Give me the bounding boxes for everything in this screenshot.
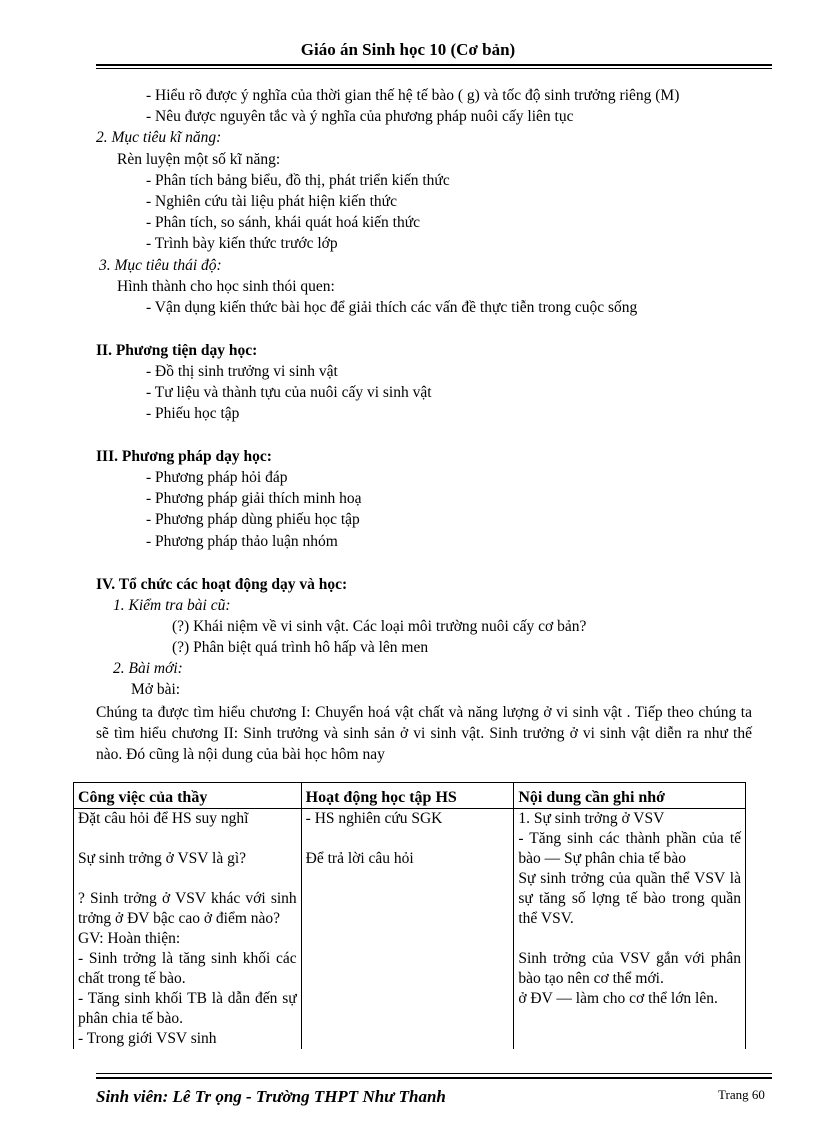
means-item: - Tư liệu và thành tựu của nuôi cấy vi sinh vật bbox=[146, 384, 432, 401]
header-rule bbox=[96, 64, 772, 66]
check-heading: 1. Kiểm tra bài cũ: bbox=[113, 597, 231, 614]
activities-heading: IV. Tổ chức các hoạt động dạy và học: bbox=[96, 576, 348, 593]
teacher-line: - Sinh trởng là tăng sinh khối các chất trong tế bào. bbox=[78, 950, 297, 987]
teacher-line: - Trong giới VSV sinh bbox=[78, 1030, 217, 1047]
content-line: - Tăng sinh các thành phần của tế bào — Sự phân chia tế bào bbox=[518, 830, 741, 867]
skills-item: - Phân tích, so sánh, khái quát hoá kiến thức bbox=[146, 214, 420, 231]
teacher-line: ? Sinh trởng ở VSV khác với sinh trởng ở ĐV bậc cao ở điểm nào? bbox=[78, 890, 297, 927]
skills-item: - Nghiên cứu tài liệu phát hiện kiến thức bbox=[146, 193, 397, 210]
check-question: (?) Phân biệt quá trình hô hấp và lên men bbox=[172, 639, 429, 656]
attitude-intro: Hình thành cho học sinh thói quen: bbox=[117, 278, 335, 295]
table-row bbox=[74, 809, 746, 1050]
methods-item: - Phương pháp dùng phiếu học tập bbox=[146, 511, 360, 528]
skills-intro: Rèn luyện một số kĩ năng: bbox=[117, 151, 281, 168]
student-line: - HS nghiên cứu SGK bbox=[305, 810, 443, 827]
table-header-row bbox=[74, 783, 746, 809]
attitude-heading: 3. Mục tiêu thái độ: bbox=[99, 257, 222, 274]
methods-heading: III. Phương pháp dạy học: bbox=[96, 448, 272, 465]
table-header-content: Nội dung cần ghi nhớ bbox=[514, 783, 746, 809]
skills-item: - Trình bày kiến thức trước lớp bbox=[146, 235, 338, 252]
lesson-table bbox=[73, 782, 746, 1049]
table-header-teacher: Công việc của thầy bbox=[74, 783, 302, 809]
opening-label: Mở bài: bbox=[131, 681, 181, 698]
content-line: Sự sinh trởng của quần thể VSV là sự tăng số lợng tế bào trong quần thể VSV. bbox=[518, 870, 741, 927]
means-item: - Phiếu học tập bbox=[146, 405, 240, 422]
student-gap bbox=[306, 829, 510, 849]
knowledge-item: - Nêu được nguyên tắc và ý nghĩa của phương pháp nuôi cấy liên tục bbox=[146, 108, 574, 125]
page-header-title: Giáo án Sinh học 10 (Cơ bản) bbox=[300, 40, 516, 59]
content-column bbox=[514, 809, 746, 1050]
means-heading: II. Phương tiện dạy học: bbox=[96, 342, 258, 359]
teacher-line: Đặt câu hỏi để HS suy nghĩ bbox=[78, 810, 249, 827]
knowledge-item: - Hiểu rõ được ý nghĩa của thời gian thế hệ tế bào ( g) và tốc độ sinh trưởng riêng (M) bbox=[146, 87, 680, 104]
teacher-column bbox=[74, 809, 302, 1050]
content-line: Sinh trởng của VSV gắn với phân bào tạo nên cơ thể mới. bbox=[518, 950, 741, 987]
teacher-gap bbox=[78, 869, 297, 889]
new-lesson-heading: 2. Bài mới: bbox=[113, 660, 183, 677]
content-line: ở ĐV — làm cho cơ thể lớn lên. bbox=[518, 990, 718, 1007]
teacher-line: GV: Hoàn thiện: bbox=[78, 930, 181, 947]
content-line: 1. Sự sinh trởng ở VSV bbox=[518, 810, 665, 827]
footer-rule-thin bbox=[96, 1073, 772, 1074]
page-number: Trang 60 bbox=[718, 1087, 765, 1102]
footer-author: Sinh viên: Lê Tr ọng - Trường THPT Như Thanh bbox=[96, 1087, 446, 1106]
methods-item: - Phương pháp giải thích minh hoạ bbox=[146, 490, 362, 507]
means-item: - Đồ thị sinh trưởng vi sinh vật bbox=[146, 363, 338, 380]
content-gap bbox=[518, 929, 741, 949]
student-line: Để trả lời câu hỏi bbox=[305, 850, 414, 867]
attitude-item: - Vận dụng kiến thức bài học để giải thích các vấn đề thực tiễn trong cuộc sống bbox=[146, 299, 638, 316]
methods-item: - Phương pháp hỏi đáp bbox=[146, 469, 288, 486]
skills-heading: 2. Mục tiêu kĩ năng: bbox=[96, 129, 222, 146]
intro-paragraph: Chúng ta được tìm hiểu chương I: Chuyển hoá vật chất và năng lượng ở vi sinh vật . Tiếp theo chúng ta sẽ tìm hiểu chương II: Sinh trưởng và sinh sản ở vi sinh vật. Sinh trưởng ở vi sinh vật diễn ra như thế nào. Đó cũng là nội dung của bài học hôm nay bbox=[96, 704, 752, 763]
footer-rule bbox=[96, 1077, 772, 1079]
student-column bbox=[301, 809, 514, 1050]
check-question: (?) Khái niệm về vi sinh vật. Các loại môi trường nuôi cấy cơ bản? bbox=[172, 618, 587, 635]
header-rule-thin bbox=[96, 68, 772, 69]
teacher-gap bbox=[78, 829, 297, 849]
table-header-student: Hoạt động học tập HS bbox=[301, 783, 514, 809]
skills-item: - Phân tích bảng biểu, đồ thị, phát triển kiến thức bbox=[146, 172, 450, 189]
methods-item: - Phương pháp thảo luận nhóm bbox=[146, 533, 338, 550]
teacher-line: Sự sinh trởng ở VSV là gì? bbox=[78, 850, 247, 867]
teacher-line: - Tăng sinh khối TB là dẫn đến sự phân chia tế bào. bbox=[78, 990, 297, 1027]
